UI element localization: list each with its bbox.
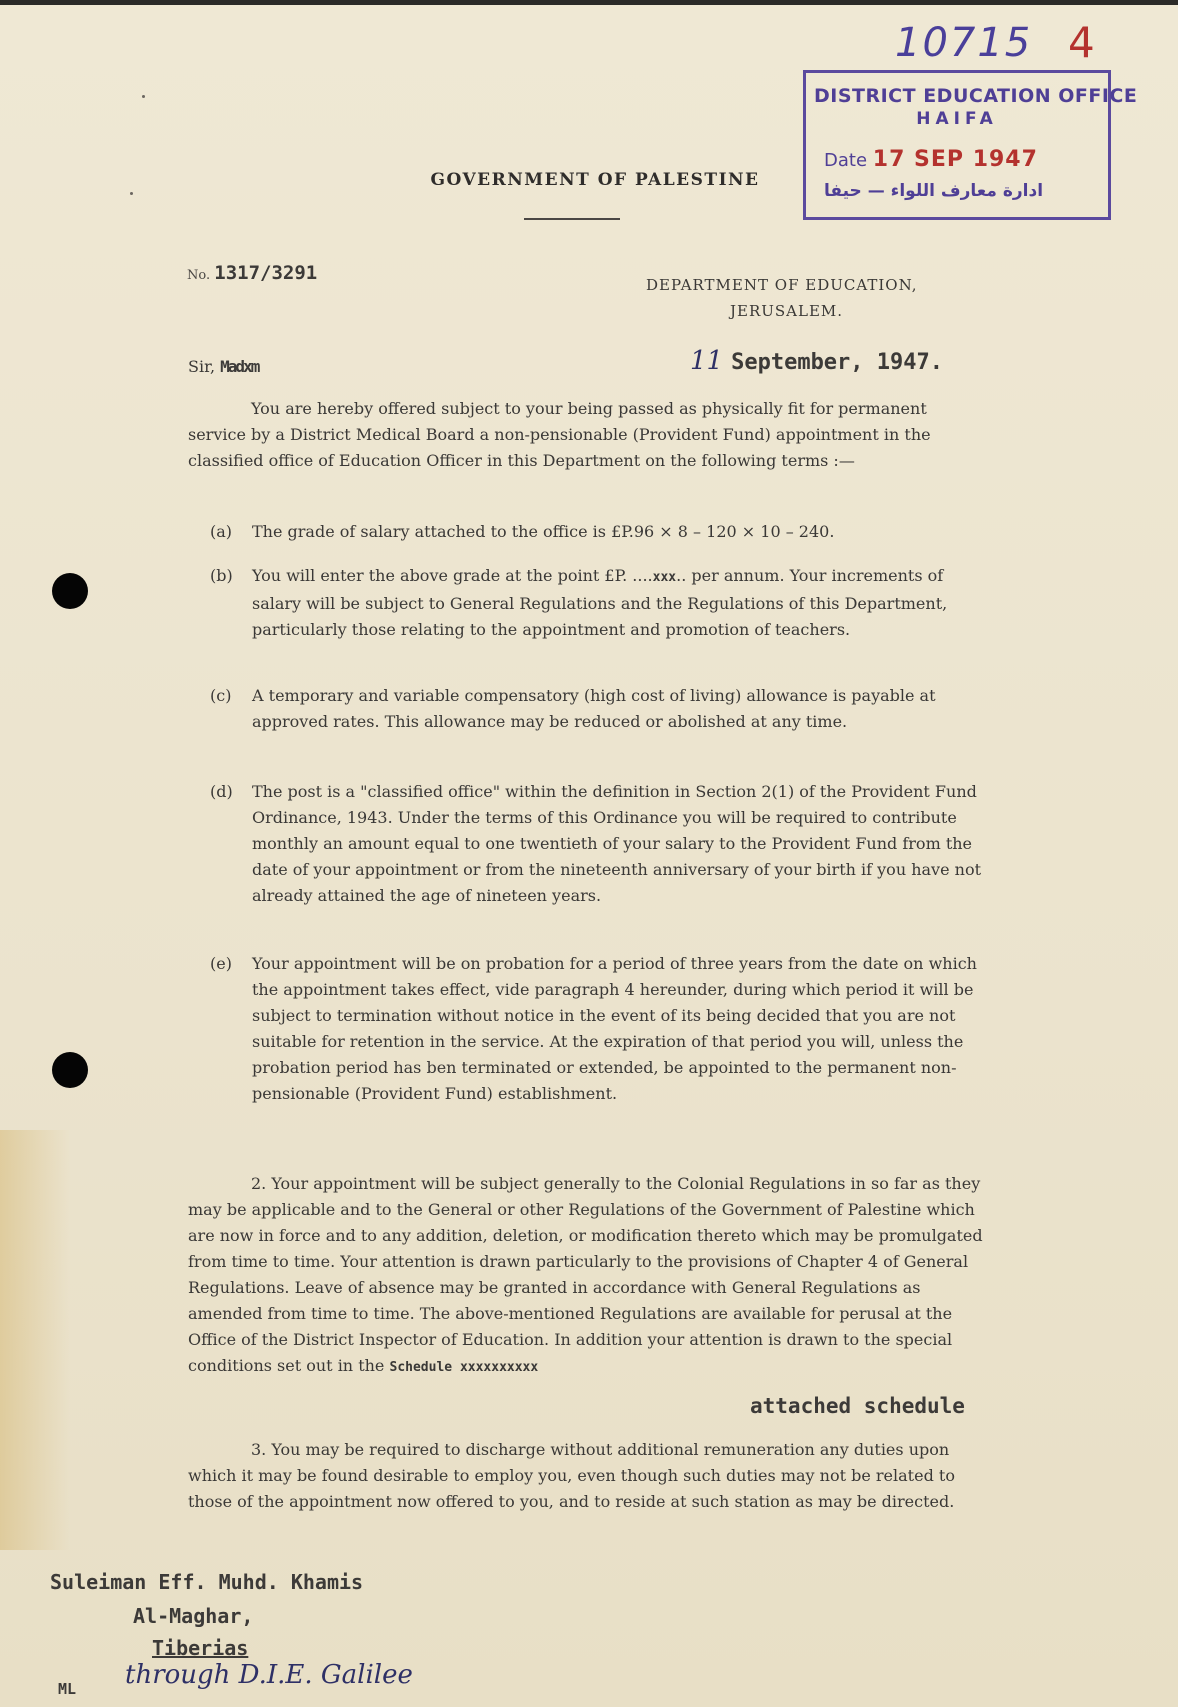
salutation-struck-out: Madxm bbox=[220, 357, 259, 376]
term-text: The post is a "classified office" within the definition in Section 2(1) of the Provident Fund Ordinance, 1943. Under the terms of this Ordinance you will be required to contribute monthly an amount equal to one twentieth of your salary to the Provident Fund from the date of your appointment or from the nineteenth anniversary of your birth if you have not already attained the age of nineteen years. bbox=[252, 782, 982, 905]
paragraph-3: 3. You may be required to discharge without additional remuneration any duties upon which it may be found desirable to employ you, even though such duties may not be related to those of the appointment now offered to you, and to reside at such station as may be directed. bbox=[188, 1440, 955, 1511]
paragraph-2-struck-text: Schedule xxxxxxxxxx bbox=[389, 1360, 539, 1375]
letter-date bbox=[690, 346, 943, 376]
file-number-value: 1317/3291 bbox=[214, 262, 318, 284]
stamp-city: HAIFA bbox=[916, 109, 998, 129]
red-reference-digit: 4 bbox=[1068, 18, 1095, 67]
intro-paragraph: You are hereby offered subject to your being passed as physically fit for permanent service by a District Medical Board a non-pensionable (Provident Fund) appointment in the classified office of Education Officer in this Department on the following terms :— bbox=[188, 399, 931, 470]
addressee-name: Suleiman Eff. Muhd. Khamis bbox=[50, 1570, 364, 1594]
department-city: JERUSALEM. bbox=[730, 302, 844, 320]
paragraph-2-typed-insert: attached schedule bbox=[750, 1394, 965, 1418]
heading-rule bbox=[524, 218, 620, 220]
district-education-office-stamp bbox=[803, 70, 1138, 220]
term-struck-amount: xxx bbox=[652, 570, 677, 585]
paragraph-2-text: 2. Your appointment will be subject generally to the Colonial Regulations in so far as they may be applicable and to the General or other Regulations of the Government of Palestine which are now in force and to any addition, deletion, or modification thereto which may be promulgated from time to time. Your attention is drawn particularly to the provisions of Chapter 4 of General Regulations. Leave of absence may be granted in accordance with General Regulations as amended from time to time. The above-mentioned Regulations are available for perusal at the Office of the District Inspector of Education. In addition your attention is drawn to the special conditions set out in the bbox=[188, 1174, 983, 1375]
stamp-office-name: DISTRICT EDUCATION OFFICE bbox=[814, 85, 1138, 107]
term-label: (c) bbox=[210, 686, 232, 705]
stamp-date-line bbox=[824, 147, 1038, 172]
handwritten-routing-note: through D.I.E. Galilee bbox=[125, 1660, 413, 1690]
stamp-arabic-text: ادارة معارف اللواء — حيفا bbox=[824, 181, 1044, 201]
date-handwritten-day: 11 bbox=[690, 346, 724, 376]
typist-initials: ML bbox=[58, 1680, 77, 1698]
term-text: A temporary and variable compensatory (high cost of living) allowance is payable at approved rates. This allowance may be reduced or abolished at any time. bbox=[252, 686, 936, 731]
addressee-village: Al-Maghar, bbox=[133, 1604, 254, 1628]
term-text: The grade of salary attached to the office is £P.96 × 8 – 120 × 10 – 240. bbox=[252, 522, 835, 541]
stamp-date-value: 17 SEP 1947 bbox=[872, 147, 1038, 172]
term-text: Your appointment will be on probation for a period of three years from the date on which the appointment takes effect, vide paragraph 4 hereunder, during which period it will be subject to termination without notice in the event of its being decided that you are not suitable for retention in the service. At the expiration of that period you will, unless the probation period has ben terminated or extended, be appointed to the permanent non-pensionable (Provident Fund) establishment. bbox=[252, 954, 977, 1103]
file-number-label: No. bbox=[187, 268, 211, 283]
handwritten-reference-number: 10715 bbox=[895, 20, 1033, 66]
term-text-before: You will enter the above grade at the point £P. .... bbox=[252, 566, 653, 585]
addressee-district: Tiberias bbox=[152, 1636, 249, 1660]
punch-hole bbox=[52, 573, 88, 609]
salutation-sir: Sir, bbox=[188, 357, 216, 376]
stamp-date-label: Date bbox=[824, 150, 868, 171]
term-text-after: .. per annum. Your increments of salary will be subject to General Regulations and the Regulations of this Department, particularly those relating to the appointment and promotion of teachers. bbox=[252, 566, 948, 639]
punch-hole bbox=[52, 1052, 88, 1088]
department-name: DEPARTMENT OF EDUCATION, bbox=[646, 276, 918, 294]
date-typed-month-year: September, 1947. bbox=[731, 350, 944, 375]
term-text bbox=[252, 563, 990, 643]
paragraph-2 bbox=[188, 1171, 988, 1381]
paper-speck bbox=[130, 192, 133, 195]
term-label: (e) bbox=[210, 954, 232, 973]
term-label: (d) bbox=[210, 782, 233, 801]
paper-stain bbox=[0, 1130, 70, 1550]
scan-edge bbox=[0, 0, 1178, 5]
term-label: (a) bbox=[210, 522, 233, 541]
term-label: (b) bbox=[210, 566, 233, 585]
government-heading: GOVERNMENT OF PALESTINE bbox=[430, 170, 760, 190]
paper-speck bbox=[142, 95, 145, 98]
salutation bbox=[188, 357, 258, 376]
file-number bbox=[187, 262, 317, 284]
